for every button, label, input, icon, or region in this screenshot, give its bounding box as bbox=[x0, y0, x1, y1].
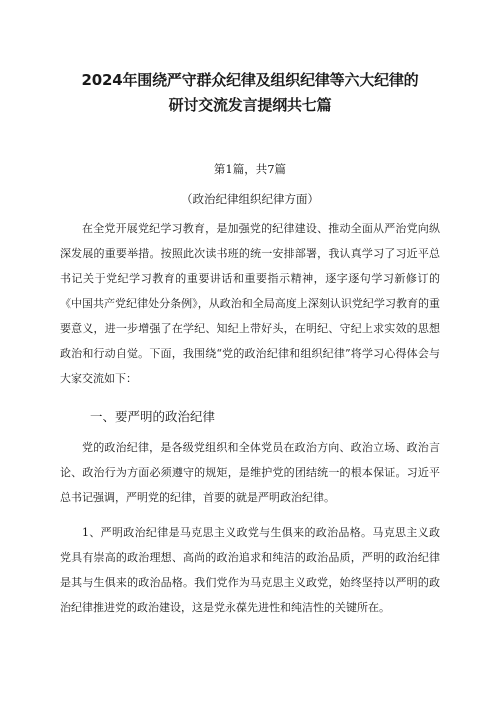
document-subtitle: （政治纪律组织纪律方面） bbox=[181, 192, 319, 206]
section-heading: 一、要严明的政治纪律 bbox=[90, 409, 216, 424]
section-paragraph: 党的政治纪律，是各级党组织和全体党员在政治方向、政治立场、政治言论、政治行为方面必须遵守的规矩，是维护党的团结统一的根本保证。习近平总书记强调，严明党的纪律，首要的就是严明政治纪律。 bbox=[60, 441, 440, 504]
title-line-1: 2024年围绕严守群众纪律及组织纪律等六大纪律的 bbox=[81, 71, 419, 89]
part-label: 第1篇，共7篇 bbox=[213, 162, 287, 176]
intro-paragraph: 在全党开展党纪学习教育，是加强党的纪律建设、推动全面从严治党向纵深发展的重要举措。按照此次读书班的统一安排部署，我认真学习了习近平总书记关于党纪学习教育的重要讲话和重要指示精神，逐字逐句学习新修订的《中国共产党纪律处分条例》，从政治和全局高度上深刻认识党纪学习教育的重要意义，进一步增强了在学纪、知纪上带好头，在明纪、守纪上求实效的思想政治和行动自觉。下面，我围绕“党的政治纪律和组织纪律”将学习心得体会与大家交流如下： bbox=[60, 222, 440, 385]
document-title bbox=[60, 0, 440, 118]
title-line-2: 研讨交流发言提纲共七篇 bbox=[168, 96, 332, 114]
point-paragraph: 1、严明政治纪律是马克思主义政党与生俱来的政治品格。马克思主义政党具有崇高的政治理想、高尚的政治追求和纯洁的政治品质，严明的政治纪律是其与生俱来的政治品格。我们党作为马克思主义政党，始终坚持以严明的政治纪律推进党的政治建设，这是党永葆先进性和纯洁性的关键所在。 bbox=[60, 526, 440, 614]
